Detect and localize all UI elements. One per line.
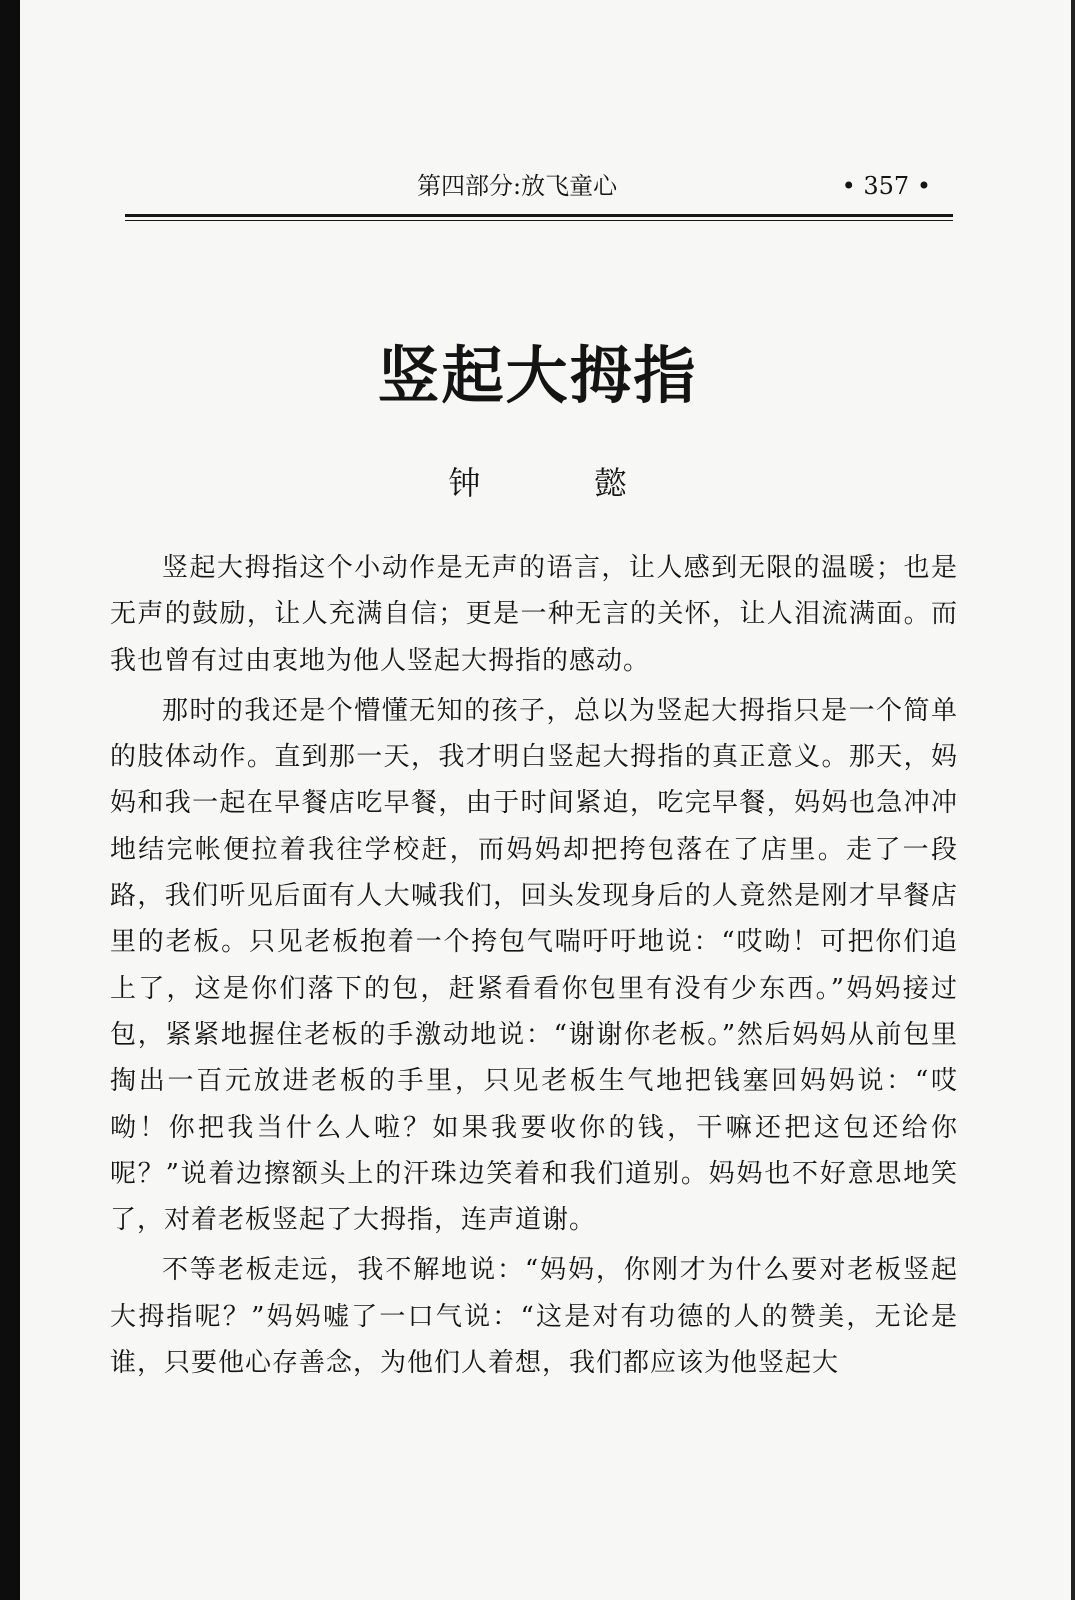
running-head: 第四部分:放飞童心 xyxy=(417,172,618,200)
article-author: 钟 懿 xyxy=(448,464,679,502)
scan-edge-right xyxy=(1071,0,1075,1600)
paragraph-3: 不等老板走远，我不解地说：“妈妈，你刚才为什么要对老板竖起大拇指呢？”妈妈嘘了一口气说：“这是对有功德的人的赞美，无论是谁，只要他心存善念，为他们人着想，我们都应该为他竖起大 xyxy=(110,1255,958,1379)
paragraph-2: 那时的我还是个懵懂无知的孩子，总以为竖起大拇指只是一个简单的肢体动作。直到那一天，我才明白竖起大拇指的真正意义。那天，妈妈和我一起在早餐店吃早餐，由于时间紧迫，吃完早餐，妈妈也急冲冲地结完帐便拉着我往学校赶，而妈妈却把挎包落在了店里。走了一段路，我们听见后面有人大喊我们，回头发现身后的人竟然是刚才早餐店里的老板。只见老板抱着一个挎包气喘吁吁地说：“哎呦！可把你们追上了，这是你们落下的包，赶紧看看你包里有没有少东西。”妈妈接过包，紧紧地握住老板的手激动地说：“谢谢你老板。”然后妈妈从前包里掏出一百元放进老板的手里，只见老板生气地把钱塞回妈妈说：“哎呦！你把我当什么人啦？如果我要收你的钱，干嘛还把这包还给你呢？”说着边擦额头上的汗珠边笑着和我们道别。妈妈也不好意思地笑了，对着老板竖起了大拇指，连声道谢。 xyxy=(110,695,958,1236)
page-number: • 357 • xyxy=(841,172,931,200)
article-title: 竖起大拇指 xyxy=(377,339,698,412)
page-header xyxy=(125,168,953,204)
scan-edge-left xyxy=(0,0,20,1600)
paragraph-1: 竖起大拇指这个小动作是无声的语言，让人感到无限的温暖；也是无声的鼓励，让人充满自信；更是一种无言的关怀，让人泪流满面。而我也曾有过由衷地为他人竖起大拇指的感动。 xyxy=(110,553,958,676)
header-rule-thin xyxy=(125,220,953,221)
header-rule-thick xyxy=(125,214,953,217)
article-body xyxy=(110,545,958,1390)
